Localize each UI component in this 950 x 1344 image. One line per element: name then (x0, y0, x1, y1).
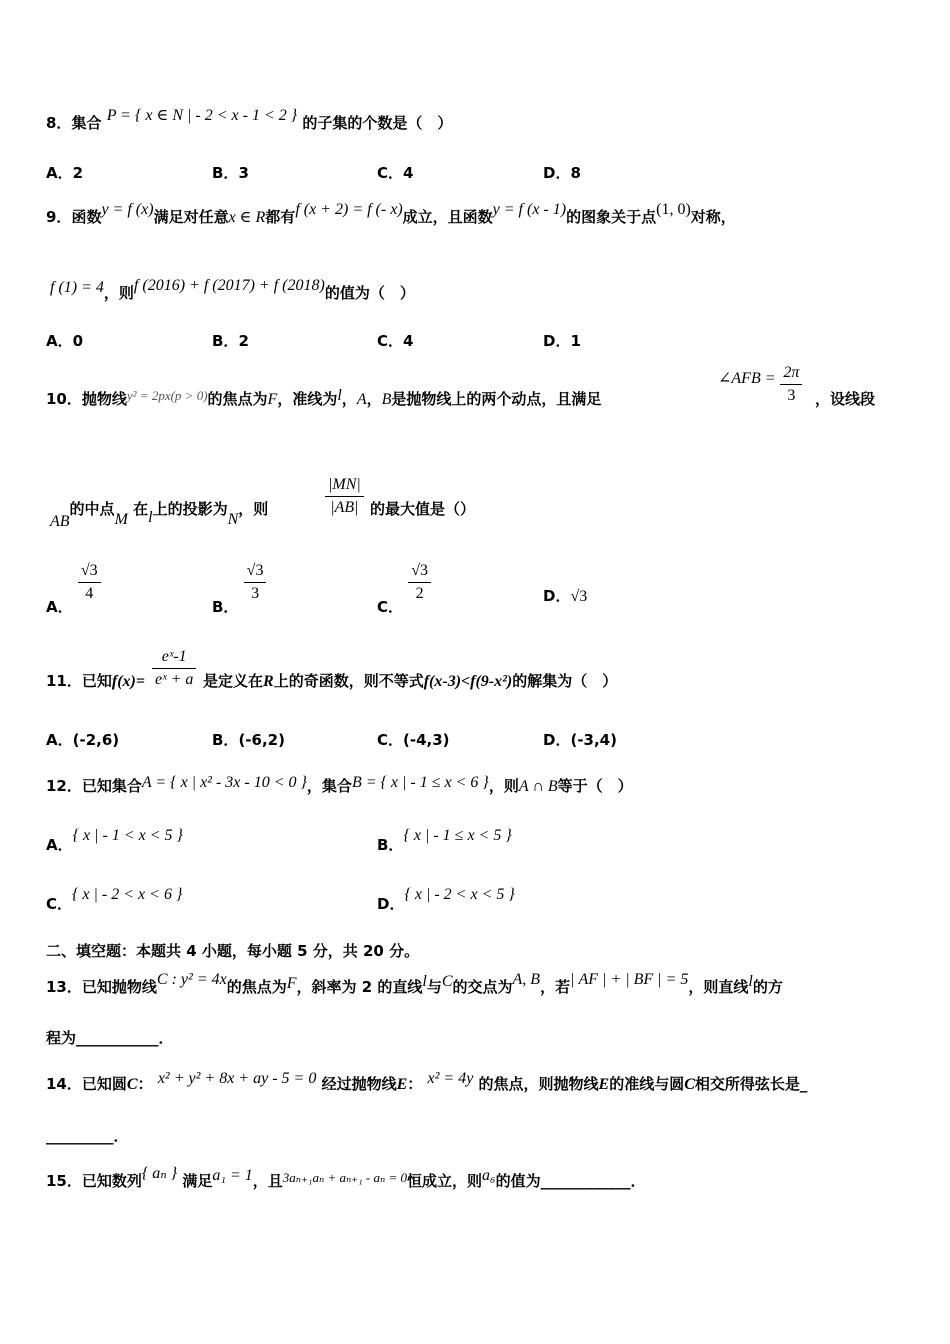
q8-option-d[interactable]: D．8 (543, 164, 581, 182)
q10-stem-line1: 10．抛物线y² = 2px(p > 0)的焦点为F，准线为l，A，B是抛物线上的两个动点，且满足 (46, 387, 602, 408)
section-fill-in-heading: 二、填空题：本题共 4 小题，每小题 5 分，共 20 分。 (46, 942, 420, 960)
q10-option-b[interactable]: B． $\frac{√3}{3}$ (212, 560, 266, 605)
q8-option-b[interactable]: B．3 (212, 164, 249, 182)
q11-stem: 11．已知f(x)= (46, 672, 145, 690)
q9-function: y = f (x) (101, 201, 154, 218)
q9-stem-line2: f (1) = 4，则f (2016) + f (2017) + f (2018)的值为（ ） (50, 277, 415, 302)
q8-number: 8． (46, 114, 72, 132)
q11-option-c[interactable]: C．(-4,3) (377, 731, 450, 749)
q8-option-a[interactable]: A．2 (46, 164, 84, 182)
q9-stem-line1: 9．函数y = f (x)满足对任意x ∈ R都有f (x + 2) = f (- x)成立，且函数y = f (x - 1)的图象关于点(1, 0)对称， (46, 201, 736, 226)
q15-stem: 15．已知数列{ aₙ } 满足a₁ = 1，且3aₙ₊₁aₙ + aₙ₊₁ - aₙ = 0恒成立，则a₆的值为____________． (46, 1165, 646, 1190)
q9-option-b[interactable]: B．2 (212, 332, 249, 350)
q14-stem-line1: 14．已知圆C： x² + y² + 8x + ay - 5 = 0 经过抛物线E： x² = 4y 的焦点，则抛物线E的准线与圆C相交所得弦长是_ (46, 1070, 808, 1093)
q10-angle-condition: ∠AFB = $\frac{2\pi}{3}$ (718, 362, 802, 407)
q12-option-a[interactable]: A．{ x | - 1 < x < 5 } (46, 827, 183, 854)
q10-ratio: $\frac{|MN|}{|AB|}$ (325, 474, 364, 519)
q9-option-d[interactable]: D．1 (543, 332, 581, 350)
q15-answer-blank[interactable]: 的值为____________． (495, 1172, 646, 1190)
q10-option-d[interactable]: D．√3 (543, 587, 588, 605)
q8-prefix: 集合 (71, 114, 102, 132)
q11-option-d[interactable]: D．(-3,4) (543, 731, 617, 749)
q10-option-a[interactable]: A． $\frac{√3}{4}$ (46, 560, 101, 605)
q8-stem (46, 107, 453, 133)
q11-option-b[interactable]: B．(-6,2) (212, 731, 285, 749)
q8-set-expression: P = { x ∈ N | - 2 < x - 1 < 2 } (106, 107, 298, 124)
q10-stem-line2: AB的中点M 在l上的投影为N，则 (50, 500, 269, 530)
q9-option-c[interactable]: C．4 (377, 332, 414, 350)
q11-function-fraction: $\frac{\text{eˣ-1}}{\text{eˣ + a}}$ (152, 646, 196, 691)
q9-option-a[interactable]: A．0 (46, 332, 84, 350)
q11-option-a[interactable]: A．(-2,6) (46, 731, 120, 749)
q12-option-c[interactable]: C．{ x | - 2 < x < 6 } (46, 886, 183, 913)
q8-option-c[interactable]: C．4 (377, 164, 414, 182)
q10-stem-line2-end: 的最大值是（） (370, 500, 476, 518)
q12-stem: 12．已知集合A = { x | x² - 3x - 10 < 0 }，集合B = { x | - 1 ≤ x < 6 }，则A ∩ B等于（ ） (46, 774, 633, 795)
q10-stem-line1-end: ，设线段 (815, 390, 876, 408)
q10-option-c[interactable]: C． $\frac{√3}{2}$ (377, 560, 431, 605)
q11-stem-end: 是定义在R上的奇函数，则不等式f(x-3)<f(9-x²)的解集为（ ） (203, 672, 618, 690)
q13-stem-line1: 13．已知抛物线C : y² = 4x的焦点为F，斜率为 2 的直线l与C的交点为A, B，若| AF | + | BF | = 5，则直线l的方 (46, 971, 783, 996)
q12-option-d[interactable]: D．{ x | - 2 < x < 5 } (377, 886, 515, 913)
q14-answer-blank[interactable]: _________． (46, 1127, 129, 1145)
q8-suffix: 的子集的个数是（ ） (302, 114, 453, 132)
q12-option-b[interactable]: B．{ x | - 1 ≤ x < 5 } (377, 827, 512, 854)
q13-answer-blank[interactable]: 程为___________． (46, 1029, 174, 1047)
